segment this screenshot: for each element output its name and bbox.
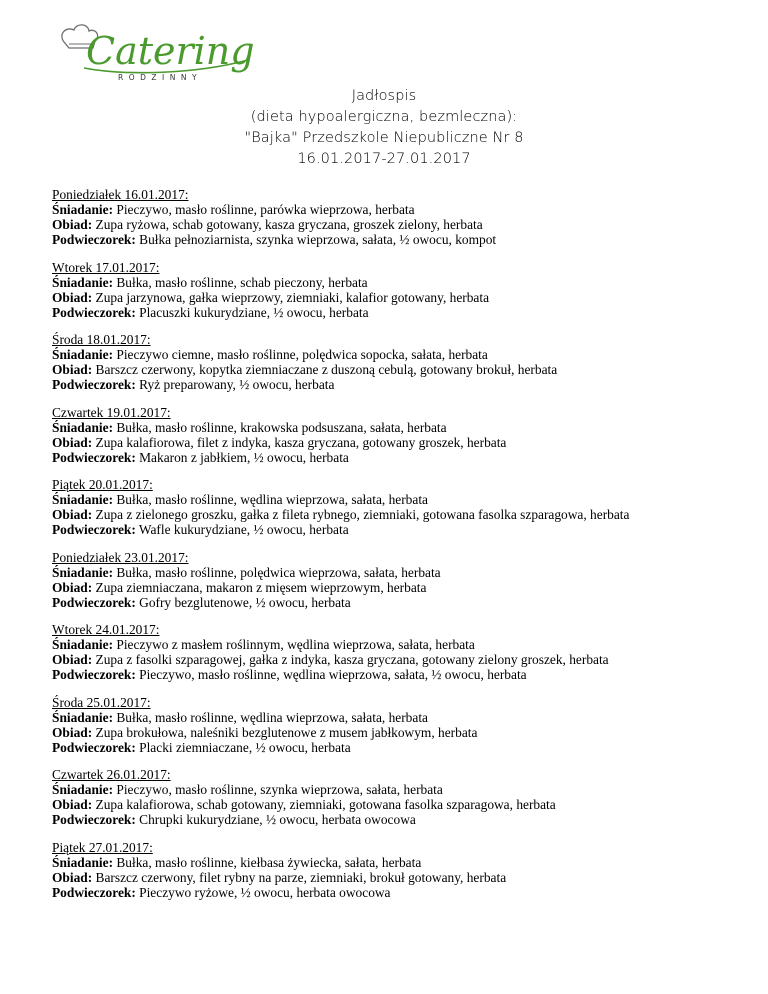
snack-row bbox=[52, 667, 752, 682]
catering-logo-graphic bbox=[56, 20, 256, 90]
heading-school: "Bajka" Przedszkole Niepubliczne Nr 8 bbox=[244, 130, 524, 146]
breakfast-text: Bułka, masło roślinne, polędwica wieprzowa, sałata, herbata bbox=[113, 564, 441, 580]
lunch-row bbox=[52, 217, 752, 232]
day-title: Środa 18.01.2017: bbox=[52, 332, 151, 347]
catering-logo bbox=[56, 20, 256, 90]
day-block bbox=[52, 260, 752, 320]
lunch-text: Barszcz czerwony, kopytka ziemniaczane z duszoną cebulą, gotowany brokuł, herbata bbox=[92, 362, 558, 377]
lunch-row bbox=[52, 362, 752, 377]
breakfast-label: Śniadanie: bbox=[52, 419, 114, 435]
lunch-row bbox=[52, 797, 752, 812]
lunch-label: Obiad: bbox=[52, 289, 93, 305]
day-block bbox=[52, 622, 752, 682]
logo-sub-text: RODZINNY bbox=[118, 73, 203, 82]
heading-dates: 16.01.2017-27.01.2017 bbox=[297, 151, 471, 167]
day-block bbox=[52, 477, 752, 537]
breakfast-row bbox=[52, 420, 752, 435]
heading-title: Jadłospis bbox=[351, 88, 417, 104]
lunch-row bbox=[52, 870, 752, 885]
lunch-text: Zupa kalafiorowa, filet z indyka, kasza gryczana, gotowany groszek, herbata bbox=[92, 434, 507, 450]
day-title: Piątek 27.01.2017: bbox=[52, 839, 153, 855]
snack-row bbox=[52, 885, 752, 900]
snack-label: Podwieczorek: bbox=[52, 377, 136, 392]
snack-text: Pieczywo, masło roślinne, wędlina wieprzowa, sałata, ½ owocu, herbata bbox=[135, 667, 527, 682]
lunch-label: Obiad: bbox=[52, 217, 93, 232]
snack-text: Wafle kukurydziane, ½ owocu, herbata bbox=[135, 522, 349, 537]
snack-text: Bułka pełnoziarnista, szynka wieprzowa, sałata, ½ owocu, kompot bbox=[135, 232, 497, 247]
snack-label: Podwieczorek: bbox=[52, 594, 136, 610]
menu-list bbox=[52, 187, 752, 912]
lunch-label: Obiad: bbox=[52, 362, 93, 377]
day-block bbox=[52, 767, 752, 827]
lunch-label: Obiad: bbox=[52, 579, 93, 595]
day-title: Wtorek 24.01.2017: bbox=[52, 622, 160, 637]
breakfast-row bbox=[52, 855, 752, 870]
breakfast-text: Pieczywo, masło roślinne, szynka wieprzowa, sałata, herbata bbox=[113, 782, 443, 797]
snack-label: Podwieczorek: bbox=[52, 304, 136, 320]
breakfast-text: Pieczywo ciemne, masło roślinne, polędwica sopocka, sałata, herbata bbox=[113, 347, 488, 362]
day-title: Poniedziałek 16.01.2017: bbox=[52, 187, 189, 202]
day-block bbox=[52, 695, 752, 755]
heading-diet: (dieta hypoalergiczna, bezmleczna): bbox=[250, 109, 518, 125]
breakfast-label: Śniadanie: bbox=[52, 782, 114, 797]
breakfast-text: Bułka, masło roślinne, schab pieczony, herbata bbox=[113, 274, 368, 290]
snack-label: Podwieczorek: bbox=[52, 812, 136, 827]
lunch-label: Obiad: bbox=[52, 652, 93, 667]
lunch-row bbox=[52, 507, 752, 522]
breakfast-label: Śniadanie: bbox=[52, 564, 114, 580]
lunch-text: Zupa ryżowa, schab gotowany, kasza gryczana, groszek zielony, herbata bbox=[92, 217, 483, 232]
snack-row bbox=[52, 812, 752, 827]
day-block bbox=[52, 405, 752, 465]
day-title: Piątek 20.01.2017: bbox=[52, 477, 153, 492]
snack-row bbox=[52, 377, 752, 392]
breakfast-row bbox=[52, 710, 752, 725]
breakfast-label: Śniadanie: bbox=[52, 709, 114, 725]
snack-text: Placki ziemniaczane, ½ owocu, herbata bbox=[135, 739, 351, 755]
snack-text: Placuszki kukurydziane, ½ owocu, herbata bbox=[135, 304, 369, 320]
lunch-text: Zupa ziemniaczana, makaron z mięsem wieprzowym, herbata bbox=[92, 579, 427, 595]
breakfast-label: Śniadanie: bbox=[52, 274, 114, 290]
lunch-row bbox=[52, 290, 752, 305]
lunch-label: Obiad: bbox=[52, 797, 93, 812]
snack-label: Podwieczorek: bbox=[52, 884, 136, 900]
lunch-row bbox=[52, 652, 752, 667]
lunch-text: Zupa jarzynowa, gałka wieprzowy, ziemniaki, kalafior gotowany, herbata bbox=[92, 289, 490, 305]
breakfast-row bbox=[52, 782, 752, 797]
breakfast-label: Śniadanie: bbox=[52, 637, 114, 652]
day-title: Wtorek 17.01.2017: bbox=[52, 259, 160, 275]
snack-row bbox=[52, 740, 752, 755]
breakfast-text: Bułka, masło roślinne, wędlina wieprzowa, sałata, herbata bbox=[113, 709, 428, 725]
breakfast-text: Bułka, masło roślinne, wędlina wieprzowa, sałata, herbata bbox=[113, 492, 428, 507]
breakfast-label: Śniadanie: bbox=[52, 854, 114, 870]
snack-text: Pieczywo ryżowe, ½ owocu, herbata owocowa bbox=[135, 884, 391, 900]
breakfast-row bbox=[52, 492, 752, 507]
breakfast-row bbox=[52, 347, 752, 362]
day-block bbox=[52, 550, 752, 610]
snack-label: Podwieczorek: bbox=[52, 739, 136, 755]
snack-row bbox=[52, 522, 752, 537]
lunch-row bbox=[52, 435, 752, 450]
breakfast-text: Pieczywo, masło roślinne, parówka wieprzowa, herbata bbox=[113, 202, 415, 217]
lunch-label: Obiad: bbox=[52, 724, 93, 740]
breakfast-label: Śniadanie: bbox=[52, 347, 114, 362]
snack-row bbox=[52, 595, 752, 610]
lunch-text: Zupa brokułowa, naleśniki bezglutenowe z musem jabłkowym, herbata bbox=[92, 724, 478, 740]
breakfast-row bbox=[52, 275, 752, 290]
breakfast-text: Bułka, masło roślinne, kiełbasa żywiecka, sałata, herbata bbox=[113, 854, 422, 870]
snack-label: Podwieczorek: bbox=[52, 522, 136, 537]
logo-brand-text: Catering bbox=[86, 29, 255, 73]
lunch-row bbox=[52, 580, 752, 595]
breakfast-text: Pieczywo z masłem roślinnym, wędlina wieprzowa, sałata, herbata bbox=[113, 637, 475, 652]
lunch-label: Obiad: bbox=[52, 507, 93, 522]
breakfast-text: Bułka, masło roślinne, krakowska podsuszana, sałata, herbata bbox=[113, 419, 447, 435]
snack-row bbox=[52, 232, 752, 247]
lunch-text: Barszcz czerwony, filet rybny na parze, ziemniaki, brokuł gotowany, herbata bbox=[92, 869, 507, 885]
lunch-row bbox=[52, 725, 752, 740]
breakfast-row bbox=[52, 202, 752, 217]
snack-row bbox=[52, 305, 752, 320]
snack-text: Gofry bezglutenowe, ½ owocu, herbata bbox=[135, 594, 351, 610]
lunch-label: Obiad: bbox=[52, 434, 93, 450]
lunch-text: Zupa z zielonego groszku, gałka z fileta rybnego, ziemniaki, gotowana fasolka szparagowa, herbata bbox=[92, 507, 630, 522]
snack-label: Podwieczorek: bbox=[52, 232, 136, 247]
day-block bbox=[52, 332, 752, 392]
breakfast-row bbox=[52, 637, 752, 652]
day-title: Poniedziałek 23.01.2017: bbox=[52, 549, 189, 565]
day-title: Czwartek 26.01.2017: bbox=[52, 767, 171, 782]
breakfast-label: Śniadanie: bbox=[52, 202, 114, 217]
breakfast-row bbox=[52, 565, 752, 580]
snack-label: Podwieczorek: bbox=[52, 667, 136, 682]
day-block bbox=[52, 840, 752, 900]
day-title: Czwartek 19.01.2017: bbox=[52, 404, 171, 420]
snack-text: Ryż preparowany, ½ owocu, herbata bbox=[135, 377, 335, 392]
day-block bbox=[52, 187, 752, 247]
menu-heading bbox=[0, 86, 768, 170]
snack-text: Chrupki kukurydziane, ½ owocu, herbata owocowa bbox=[135, 812, 416, 827]
breakfast-label: Śniadanie: bbox=[52, 492, 114, 507]
day-title: Środa 25.01.2017: bbox=[52, 694, 151, 710]
lunch-text: Zupa z fasolki szparagowej, gałka z indyka, kasza gryczana, gotowany zielony groszek, herbata bbox=[92, 652, 609, 667]
snack-text: Makaron z jabłkiem, ½ owocu, herbata bbox=[135, 449, 349, 465]
lunch-text: Zupa kalafiorowa, schab gotowany, ziemniaki, gotowana fasolka szparagowa, herbata bbox=[92, 797, 556, 812]
lunch-label: Obiad: bbox=[52, 869, 93, 885]
snack-label: Podwieczorek: bbox=[52, 449, 136, 465]
snack-row bbox=[52, 450, 752, 465]
